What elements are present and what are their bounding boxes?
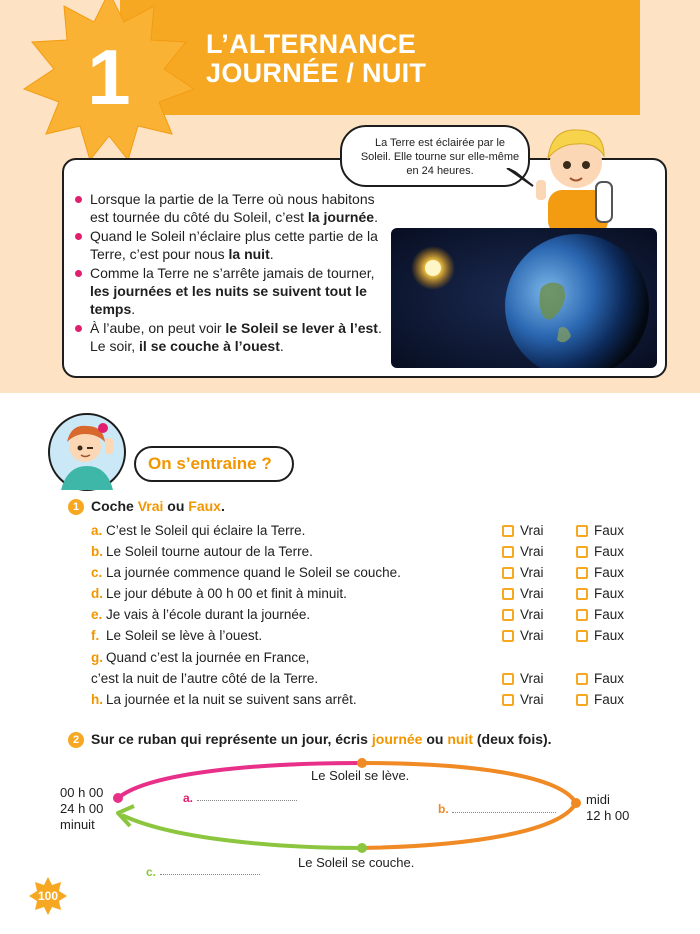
question-text: Le Soleil se lève à l’ouest. [106,628,263,643]
question-letter: b. [91,544,103,559]
checkbox-icon[interactable] [502,588,514,600]
question-text-line-2: c’est la nuit de l’autre côté de la Terre. [91,671,319,686]
question-text: La journée et la nuit se suivent sans arrêt. [106,692,357,707]
question-text: Le Soleil tourne autour de la Terre. [106,544,313,559]
false-label: Faux [594,671,625,686]
info-bullet [72,319,390,355]
exercise-1-title [91,498,225,514]
exercise-2-title [91,731,552,747]
ex1-title-vrai: Vrai [137,498,164,514]
checkbox-icon[interactable] [576,525,588,537]
true-checkbox-option[interactable] [502,671,544,686]
title-line-2: JOURNÉE / NUIT [206,58,427,88]
ex2-title-w2: nuit [447,731,473,747]
page-number-badge [28,876,68,916]
practice-heading [134,446,294,482]
info-bullet [72,190,390,226]
false-label: Faux [594,565,625,580]
title-line-1: L’ALTERNANCE [206,29,417,59]
speech-bubble [340,125,530,187]
false-label: Faux [594,607,625,622]
true-label: Vrai [520,565,544,580]
checkbox-icon[interactable] [502,673,514,685]
sunset-marker [357,843,367,853]
checkbox-icon[interactable] [502,567,514,579]
false-label: Faux [594,692,625,707]
ex2-title-w1: journée [371,731,423,747]
time-label-0000: 00 h 00 [60,785,104,800]
question-text: Quand c’est la journée en France, [106,650,310,665]
question-letter: f. [91,628,100,643]
false-checkbox-option[interactable] [576,671,624,686]
checkbox-icon[interactable] [502,546,514,558]
checkbox-icon[interactable] [576,609,588,621]
checkbox-icon[interactable] [576,588,588,600]
time-label-minuit: minuit [60,817,95,832]
info-text: Lorsque la partie de la Terre où nous habitons est tournée du côté du Soleil, c’est [90,191,375,225]
true-label: Vrai [520,671,544,686]
ex1-title-faux: Faux [188,498,221,514]
false-checkbox-option[interactable] [576,544,624,559]
ribbon-night-evening-segment [122,815,362,848]
question-text: Le jour débute à 00 h 00 et finit à minuit. [106,586,347,601]
info-text: . [279,338,284,354]
info-bold-text: le Soleil se lever à l’est [225,320,378,336]
ex2-title-pre: Sur ce ruban qui représente un jour, écris [91,731,372,747]
exercise-1-number: 1 [68,499,84,515]
false-label: Faux [594,586,625,601]
info-text: . Le soir, [90,320,382,354]
ribbon-arrowhead [118,806,134,826]
checkbox-icon[interactable] [502,609,514,621]
speech-bubble-text: La Terre est éclairée par le Soleil. Elle tourne sur elle-même en 24 heures. [360,137,520,177]
ex1-title-pre: Coche [91,498,138,514]
lesson-number: 1 [87,32,131,121]
page-number: 100 [37,889,59,903]
sunrise-marker [357,758,367,768]
blank-b-letter: b. [438,802,449,816]
false-label: Faux [594,523,625,538]
time-label-midi: midi [586,792,610,807]
false-checkbox-option[interactable] [576,628,624,643]
true-checkbox-option[interactable] [502,586,544,601]
true-label: Vrai [520,692,544,707]
lesson-title [206,30,426,88]
info-text: . [374,209,378,225]
true-checkbox-option[interactable] [502,523,544,538]
noon-time-labels [586,792,629,824]
info-text: . [131,301,136,317]
lesson-number-badge [16,0,202,170]
false-checkbox-option[interactable] [576,607,624,622]
true-label: Vrai [520,607,544,622]
info-text: Quand le Soleil n’éclaire plus cette partie de la Terre, c’est pour nous [90,228,378,262]
info-bold-text: la nuit [228,246,270,262]
time-label-1200: 12 h 00 [586,808,630,823]
girl-character-avatar [47,412,127,492]
false-label: Faux [594,544,625,559]
blank-c-letter: c. [146,865,157,879]
question-text: La journée commence quand le Soleil se couche. [106,565,401,580]
bullet-dot-icon [75,196,82,203]
ex1-title-mid: ou [163,498,189,514]
exercise-2-number: 2 [68,732,84,748]
question-letter: g. [91,650,103,665]
true-label: Vrai [520,586,544,601]
midnight-marker [113,793,123,803]
true-checkbox-option[interactable] [502,628,544,643]
info-text: . [269,246,274,262]
blank-a-input[interactable] [197,800,297,801]
false-label: Faux [594,628,625,643]
true-label: Vrai [520,544,544,559]
question-text: C’est le Soleil qui éclaire la Terre. [106,523,306,538]
checkbox-icon[interactable] [502,630,514,642]
blank-c-input[interactable] [160,874,260,875]
question-letter: h. [91,692,103,707]
bullet-dot-icon [75,233,82,240]
boy-character-illustration [530,120,620,235]
true-checkbox-option[interactable] [502,565,544,580]
info-bullet [72,227,390,263]
true-checkbox-option[interactable] [502,544,544,559]
false-checkbox-option[interactable] [576,523,624,538]
bullet-dot-icon [75,325,82,332]
noon-marker [571,798,581,808]
checkbox-icon[interactable] [576,567,588,579]
sunset-label: Le Soleil se couche. [298,855,415,870]
info-text: Comme la Terre ne s’arrête jamais de tourner, [90,265,375,281]
info-list [72,190,390,356]
time-label-2400: 24 h 00 [60,801,104,816]
checkbox-icon[interactable] [576,694,588,706]
false-checkbox-option[interactable] [576,586,624,601]
earth-sun-photo [391,228,657,368]
sunrise-label: Le Soleil se lève. [311,768,410,783]
info-bold-text: il se couche à l’ouest [139,338,280,354]
info-bold-text: la journée [307,209,375,225]
midnight-time-labels [60,785,103,833]
checkbox-icon[interactable] [576,673,588,685]
blank-a-letter: a. [183,791,194,805]
checkbox-icon[interactable] [576,630,588,642]
question-text: Je vais à l’école durant la journée. [106,607,311,622]
true-label: Vrai [520,628,544,643]
checkbox-icon[interactable] [576,546,588,558]
checkbox-icon[interactable] [502,694,514,706]
true-label: Vrai [520,523,544,538]
false-checkbox-option[interactable] [576,692,624,707]
false-checkbox-option[interactable] [576,565,624,580]
info-text: À l’aube, on peut voir [90,320,226,336]
practice-label: On s’entraine ? [148,454,272,473]
info-bullet [72,264,390,318]
ex2-title-end: (deux fois). [473,731,552,747]
question-letter: e. [91,607,103,622]
ex2-title-mid: ou [422,731,448,747]
checkbox-icon[interactable] [502,525,514,537]
bullet-dot-icon [75,270,82,277]
question-letter: d. [91,586,103,601]
blank-b-input[interactable] [452,812,556,813]
true-checkbox-option[interactable] [502,692,544,707]
question-letter: a. [91,523,103,538]
true-checkbox-option[interactable] [502,607,544,622]
info-bold-text: les journées et les nuits se suivent tout le temps [90,283,367,317]
question-letter: c. [91,565,103,580]
ex1-title-end: . [220,498,225,514]
